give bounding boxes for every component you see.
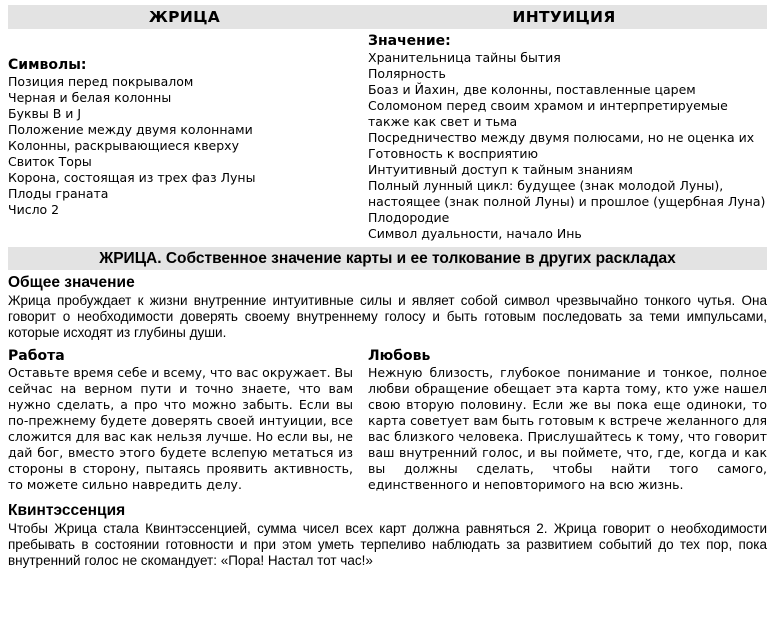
symbol-item: Корона, состоящая из трех фаз Луны xyxy=(8,170,256,185)
symbol-item: Число 2 xyxy=(8,202,60,217)
symbol-item: Черная и белая колонны xyxy=(8,90,172,105)
page xyxy=(8,5,767,569)
symbols-title: Символы: xyxy=(8,57,87,73)
love-block xyxy=(368,348,767,493)
meaning-item: Плодородие xyxy=(368,210,450,225)
quintessence-title: Квинтэссенция xyxy=(8,502,126,519)
symbol-item: Положение между двумя колоннами xyxy=(8,122,253,137)
work-text: Оставьте время себе и всему, что вас окружает. Вы сейчас на верном пути и точно знаете, что вам нужно сделать, а про что можно забыть. Если вы по-прежнему будете доверять своей интуиции, все сложится для вас как нельзя лучше. Но если вы, не дай бог, вместо этого будете вслепую метаться из стороны в сторону, пытаясь проявить активность, то можете сильно навредить делу. xyxy=(8,365,353,492)
love-text: Нежную близость, глубокое понимание и тонкое, полное любви обращение обещает эта карта тому, кто уже нашел свою вторую половину. Если же вы пока еще одиноки, то карта советует вам быть готовым к встрече желанного для вас близкого человека. Прислушайтесь к тому, что говорит ваш внутренний голос, и вы поймете, что, где, когда и как вы должны сделать, чтобы найти того самого, единственного и неповторимого на всю жизнь. xyxy=(368,365,767,492)
meaning-item: Хранительница тайны бытия xyxy=(368,50,561,65)
symbols-block xyxy=(8,33,361,242)
meaning-item: Боаз и Йахин, две колонны, поставленные царем Соломоном перед своим храмом и интерпретируемые также как свет и тьма xyxy=(368,82,728,129)
symbol-item: Колонны, раскрывающиеся кверху xyxy=(8,138,239,153)
card-overview xyxy=(8,33,767,242)
meaning-block xyxy=(361,33,767,242)
meaning-item: Готовность к восприятию xyxy=(368,146,538,161)
card-header xyxy=(8,5,767,29)
general-title: Общее значение xyxy=(8,274,135,291)
meaning-item: Посредничество между двумя полюсами, но не оценка их xyxy=(368,130,755,145)
work-love-columns xyxy=(8,348,767,493)
work-title: Работа xyxy=(8,348,65,364)
symbol-item: Свиток Торы xyxy=(8,154,92,169)
quintessence-block xyxy=(8,501,767,569)
meaning-item: Полярность xyxy=(368,66,446,81)
meaning-item: Полный лунный цикл: будущее (знак молодой Луны), настоящее (знак полной Луны) и прошлое (ущербная Луна) xyxy=(368,178,766,209)
meaning-item: Символ дуальности, начало Инь xyxy=(368,226,582,241)
symbol-item: Буквы B и J xyxy=(8,106,82,121)
work-block xyxy=(8,348,353,493)
general-text: Жрица пробуждает к жизни внутренние интуитивные силы и являет собой символ чрезвычайно тонкого чутья. Она говорит о необходимости доверять своему внутреннему голосу и быть готовым последовать за теми импульсами, которые исходят из глубины души. xyxy=(8,293,767,340)
section-header: ЖРИЦА. Собственное значение карты и ее толкование в других раскладах xyxy=(8,247,767,270)
symbol-item: Плоды граната xyxy=(8,186,109,201)
card-keyword: ИНТУИЦИЯ xyxy=(512,8,616,26)
quintessence-text: Чтобы Жрица стала Квинтэссенцией, сумма чисел всех карт должна равняться 2. Жрица говорит о необходимости пребывать в состоянии готовности и при этом уметь терпеливо наблюдать за развитием событий до тех пор, пока внутренний голос не скомандует: «Пора! Настал тот час!» xyxy=(8,521,767,568)
meaning-item: Интуитивный доступ к тайным знаниям xyxy=(368,162,633,177)
card-title: ЖРИЦА xyxy=(148,8,221,26)
love-title: Любовь xyxy=(368,348,431,364)
symbol-item: Позиция перед покрывалом xyxy=(8,74,194,89)
meaning-title: Значение: xyxy=(368,33,451,49)
